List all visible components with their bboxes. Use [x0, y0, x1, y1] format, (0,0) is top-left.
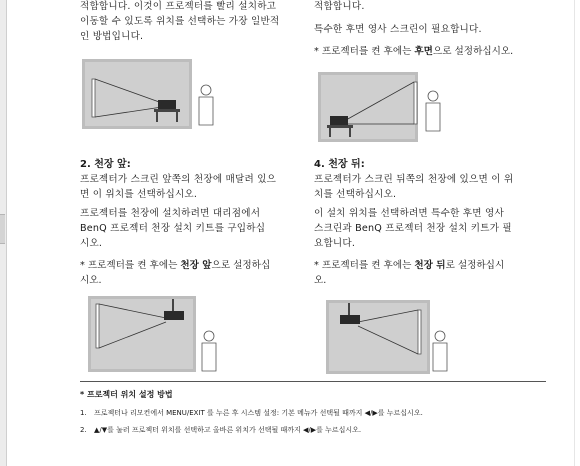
- text-line: 이 설치 위치를 선택하려면 특수한 후면 영사: [314, 208, 504, 219]
- note-line2: 시오.: [80, 275, 102, 286]
- step-number: 2.: [80, 426, 87, 434]
- right-margin-line: [574, 0, 575, 466]
- note-line2: 오.: [314, 275, 327, 286]
- footer-step-2: [80, 425, 361, 435]
- note-suffix: 로 설정하십시: [445, 260, 505, 271]
- note-suffix: 으로 설정하십: [211, 260, 271, 271]
- ceiling-front-illustration: [88, 296, 228, 372]
- section-ceiling-front: [80, 155, 305, 170]
- front-table-illustration: [82, 59, 224, 129]
- text-line: 적합합니다. 이것이 프로젝터를 빨리 설치하고: [80, 1, 277, 12]
- right-top-text: [314, 0, 546, 14]
- note-prefix: * 프로젝터를 켠 후에는: [314, 260, 415, 271]
- text-line: 프로젝터가 스크린 뒤쪽의 천장에 있으면 이 위: [314, 174, 514, 185]
- right-top-note: [314, 44, 546, 59]
- section-heading: 2. 천장 앞:: [80, 159, 131, 170]
- note-bold: 천장 뒤: [414, 260, 446, 271]
- text-line: 요합니다.: [314, 238, 356, 249]
- step-text: ▲/▼를 눌러 프로젝터 위치를 선택하고 올바른 위치가 선택될 때까지 ◀/▶를 누르십시오.: [94, 426, 362, 434]
- text-line: BenQ 프로젝터 천장 설치 키트를 구입하십: [80, 223, 266, 234]
- footer-divider: [80, 381, 546, 382]
- right-top-text-2: [314, 22, 546, 37]
- left-top-text: [80, 0, 305, 44]
- text-line: 프로젝터가 스크린 앞쪽의 천장에 매달려 있으: [80, 174, 277, 185]
- ceiling-rear-para2: [314, 206, 546, 251]
- ceiling-rear-illustration: [326, 300, 456, 374]
- note-prefix: * 프로젝터를 켠 후에는: [80, 260, 181, 271]
- scroll-handle[interactable]: [0, 214, 5, 244]
- text-line: 이동할 수 있도록 위치를 선택하는 가장 일반적: [80, 16, 280, 27]
- text-line: 프로젝터를 천장에 설치하려면 대리점에서: [80, 208, 261, 219]
- note-suffix: 으로 설정하십시오.: [432, 46, 514, 57]
- note-prefix: * 프로젝터를 켠 후에는: [314, 46, 415, 57]
- footer-step-1: [80, 408, 423, 418]
- note-bold: 천장 앞: [180, 260, 212, 271]
- text-line: 스크린과 BenQ 프로젝터 천장 설치 키트가 필: [314, 223, 512, 234]
- text-line: 치를 선택하십시오.: [314, 189, 397, 200]
- step-text: 프로젝터나 리모컨에서 MENU/EXIT 를 누른 후 시스템 설정: 기본 메뉴가 선택될 때까지 ◀/▶를 누르십시오.: [94, 409, 423, 417]
- section-heading: 4. 천장 뒤:: [314, 159, 365, 170]
- ceiling-front-para2: [80, 206, 305, 251]
- step-number: 1.: [80, 409, 87, 417]
- text-line: 시오.: [80, 238, 103, 249]
- ceiling-front-para1: [80, 172, 305, 202]
- ceiling-front-note: [80, 258, 305, 288]
- footer-title: * 프로젝터 위치 설정 방법: [80, 390, 173, 399]
- note-bold: 후면: [414, 46, 433, 57]
- section-ceiling-rear: [314, 155, 546, 170]
- text-line: 특수한 후면 영사 스크린이 필요합니다.: [314, 24, 482, 35]
- rear-table-illustration: [318, 72, 448, 142]
- ceiling-rear-para1: [314, 172, 546, 202]
- ceiling-rear-note: [314, 258, 546, 288]
- text-line: 인 방법입니다.: [80, 31, 144, 42]
- text-line: 적합합니다.: [314, 1, 365, 12]
- text-line: 면 이 위치를 선택하십시오.: [80, 189, 198, 200]
